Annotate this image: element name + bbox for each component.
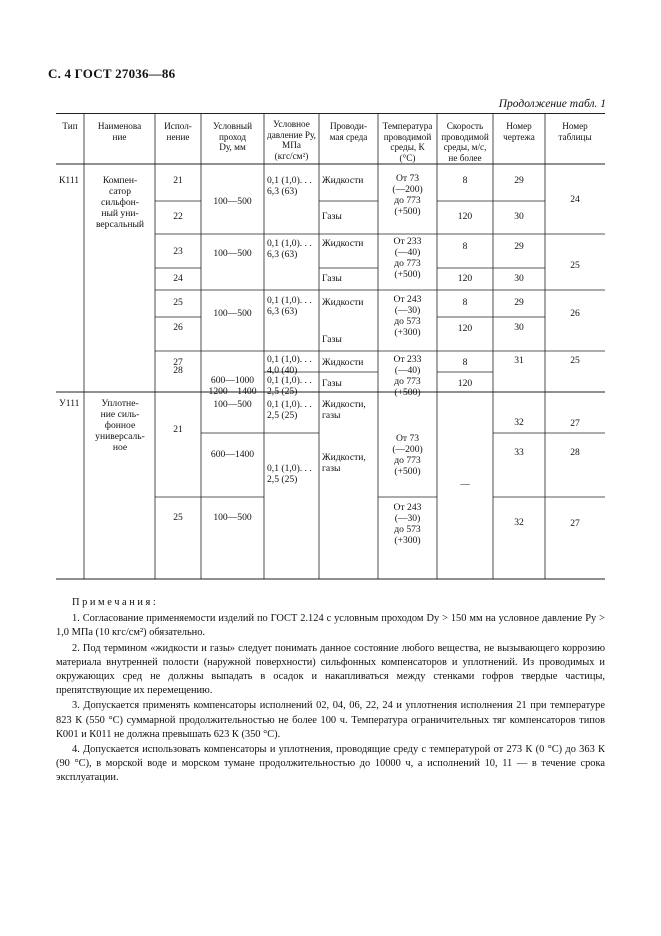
header-table-number: Номер таблицы [558, 121, 592, 142]
medium-cell: Жидкости [322, 297, 364, 308]
drawing-number-cell: 32 [514, 517, 524, 528]
temperature-cell: От 233 (—40) до 773 (+500) [393, 354, 422, 398]
notes-title: Примечания: [72, 597, 159, 608]
medium-cell: Жидкости [322, 357, 364, 368]
name-u111: Уплотне- ние силь- фонное универсаль- ное [95, 398, 145, 453]
header-drawing-number: Номер чертежа [503, 121, 535, 142]
drawing-number-cell: 29 [514, 297, 524, 308]
speed-dash-cell: — [460, 479, 470, 490]
drawing-number-cell: 30 [514, 273, 524, 284]
exec-cell: 28 [173, 365, 183, 376]
drawing-number-cell: 30 [514, 211, 524, 222]
table-number-cell: 26 [570, 308, 580, 319]
header-name: Наименова ние [97, 121, 142, 142]
passage-cell: 100—500 [213, 512, 252, 523]
passage-cell: 600—1400 [210, 449, 255, 460]
passage-cell: 600—1000 1200—1400 [208, 375, 257, 397]
table-number-cell: 28 [570, 447, 580, 458]
header-execution: Испол- нение [164, 121, 192, 142]
drawing-number-cell: 29 [514, 241, 524, 252]
exec-cell: 21 [173, 175, 183, 186]
drawing-number-cell: 29 [514, 175, 524, 186]
medium-cell: Жидкости, газы [322, 452, 366, 474]
pressure-cell: 0,1 (1,0). . . 6,3 (63) [267, 295, 312, 317]
note-item: 2. Под термином «жидкости и газы» следует понимать данное состояние любого вещества, не вызывающего коррозию материала внутренней полости (наружной поверхности) сильфонных компенсаторов и уплотнений. Из проводимых и окружающих сред не должны выпадать в осадок и накапливаться между стенками гофров твердые частицы, препятствующие их перемещению. [56, 642, 605, 697]
drawing-number-cell: 32 [514, 417, 524, 428]
table-number-cell: 27 [570, 418, 580, 429]
exec-cell: 21 [173, 424, 183, 435]
medium-cell: Газы [322, 378, 342, 389]
page-header: С. 4 ГОСТ 27036—86 [48, 66, 176, 81]
medium-cell: Жидкости, газы [322, 399, 366, 421]
temperature-cell: От 243 (—30) до 573 (+300) [393, 502, 422, 546]
drawing-number-cell: 31 [514, 355, 524, 366]
table-continuation-label: Продолжение табл. 1 [498, 98, 606, 110]
header-speed: Скорость проводимой среды, м/с, не более [441, 121, 489, 163]
pressure-cell: 0,1 (1,0). . . 6,3 (63) [267, 175, 312, 197]
speed-cell: 120 [457, 273, 473, 284]
speed-cell: 8 [462, 357, 468, 368]
specification-table [56, 113, 605, 580]
table-number-cell: 25 [570, 260, 580, 271]
note-item: 3. Допускается применять компенсаторы исполнений 02, 04, 06, 22, 24 и уплотнения исполнения 21 при температуре 823 К (550 °С) суммарной продолжительностью не более 100 ч. Температура ограничительных тяг компенсаторов типов К001 и К011 не должна превышать 623 К (350 °С). [56, 700, 605, 740]
temperature-cell: От 73 (—200) до 773 (+500) [392, 433, 423, 477]
header-medium: Проводи- мая среда [329, 121, 368, 142]
drawing-number-cell: 33 [514, 447, 524, 458]
speed-cell: 8 [462, 297, 468, 308]
note-item: 1. Согласование применяемости изделий по ГОСТ 2.124 с условным проходом Dу > 150 мм на условное давление Pу > 1,0 МПа (10 кгс/см²) обязательно. [56, 613, 605, 639]
pressure-cell: 0,1 (1,0). . . 2,5 (25) [267, 399, 312, 421]
notes-section [56, 596, 605, 787]
note-item: 4. Допускается использовать компенсаторы и уплотнения, проводящие среду с температурой от 273 К (0 °С) до 363 К (90 °С), в морской воде и морском тумане продолжительностью до 10000 ч, а исполнений 10, 11 — в течение срока эксплуатации. [56, 744, 605, 784]
pressure-cell: 0,1 (1,0). . . 6,3 (63) [267, 238, 312, 260]
temperature-cell: От 73 (—200) до 773 (+500) [392, 173, 423, 217]
pressure-cell: 0,1 (1,0). . . 4,0 (40) [267, 354, 312, 376]
medium-cell: Газы [322, 334, 342, 345]
speed-cell: 120 [457, 378, 473, 389]
passage-cell: 100—500 [213, 399, 252, 410]
medium-cell: Газы [322, 211, 342, 222]
exec-cell: 27 [173, 357, 183, 368]
speed-cell: 120 [457, 323, 473, 334]
medium-cell: Жидкости [322, 175, 364, 186]
table-number-cell: 27 [570, 518, 580, 529]
temperature-cell: От 243 (—30) до 573 (+300) [393, 294, 422, 338]
drawing-number-cell: 30 [514, 322, 524, 333]
exec-cell: 26 [173, 322, 183, 333]
speed-cell: 120 [457, 211, 473, 222]
passage-cell: 100—500 [213, 196, 252, 207]
medium-cell: Жидкости [322, 238, 364, 249]
pressure-cell: 0,1 (1,0). . . 2,5 (25) [267, 375, 312, 397]
name-k111: Компен- сатор сильфон- ный уни- версальный [95, 175, 145, 230]
speed-cell: 8 [462, 175, 468, 186]
header-nominal-pressure: Условное давление Pу, МПа (кгс/см²) [267, 119, 316, 161]
temperature-cell: От 233 (—40) до 773 (+500) [393, 236, 422, 280]
exec-cell: 23 [173, 246, 183, 257]
passage-cell: 100—500 [213, 248, 252, 259]
type-u111: У111 [59, 398, 80, 409]
exec-cell: 25 [173, 512, 183, 523]
table-number-cell: 24 [570, 194, 580, 205]
exec-cell: 24 [173, 273, 183, 284]
exec-cell: 25 [173, 297, 183, 308]
table-number-cell: 25 [570, 355, 580, 366]
pressure-cell: 0,1 (1,0). . . 2,5 (25) [267, 463, 312, 485]
medium-cell: Газы [322, 273, 342, 284]
exec-cell: 22 [173, 211, 183, 222]
header-nominal-passage: Условный проход Dу, мм [212, 121, 252, 153]
type-k111: К111 [59, 175, 80, 186]
header-type: Тип [62, 121, 78, 131]
header-temperature: Температура проводимой среды, К (°С) [382, 121, 433, 163]
speed-cell: 8 [462, 241, 468, 252]
passage-cell: 100—500 [213, 308, 252, 319]
